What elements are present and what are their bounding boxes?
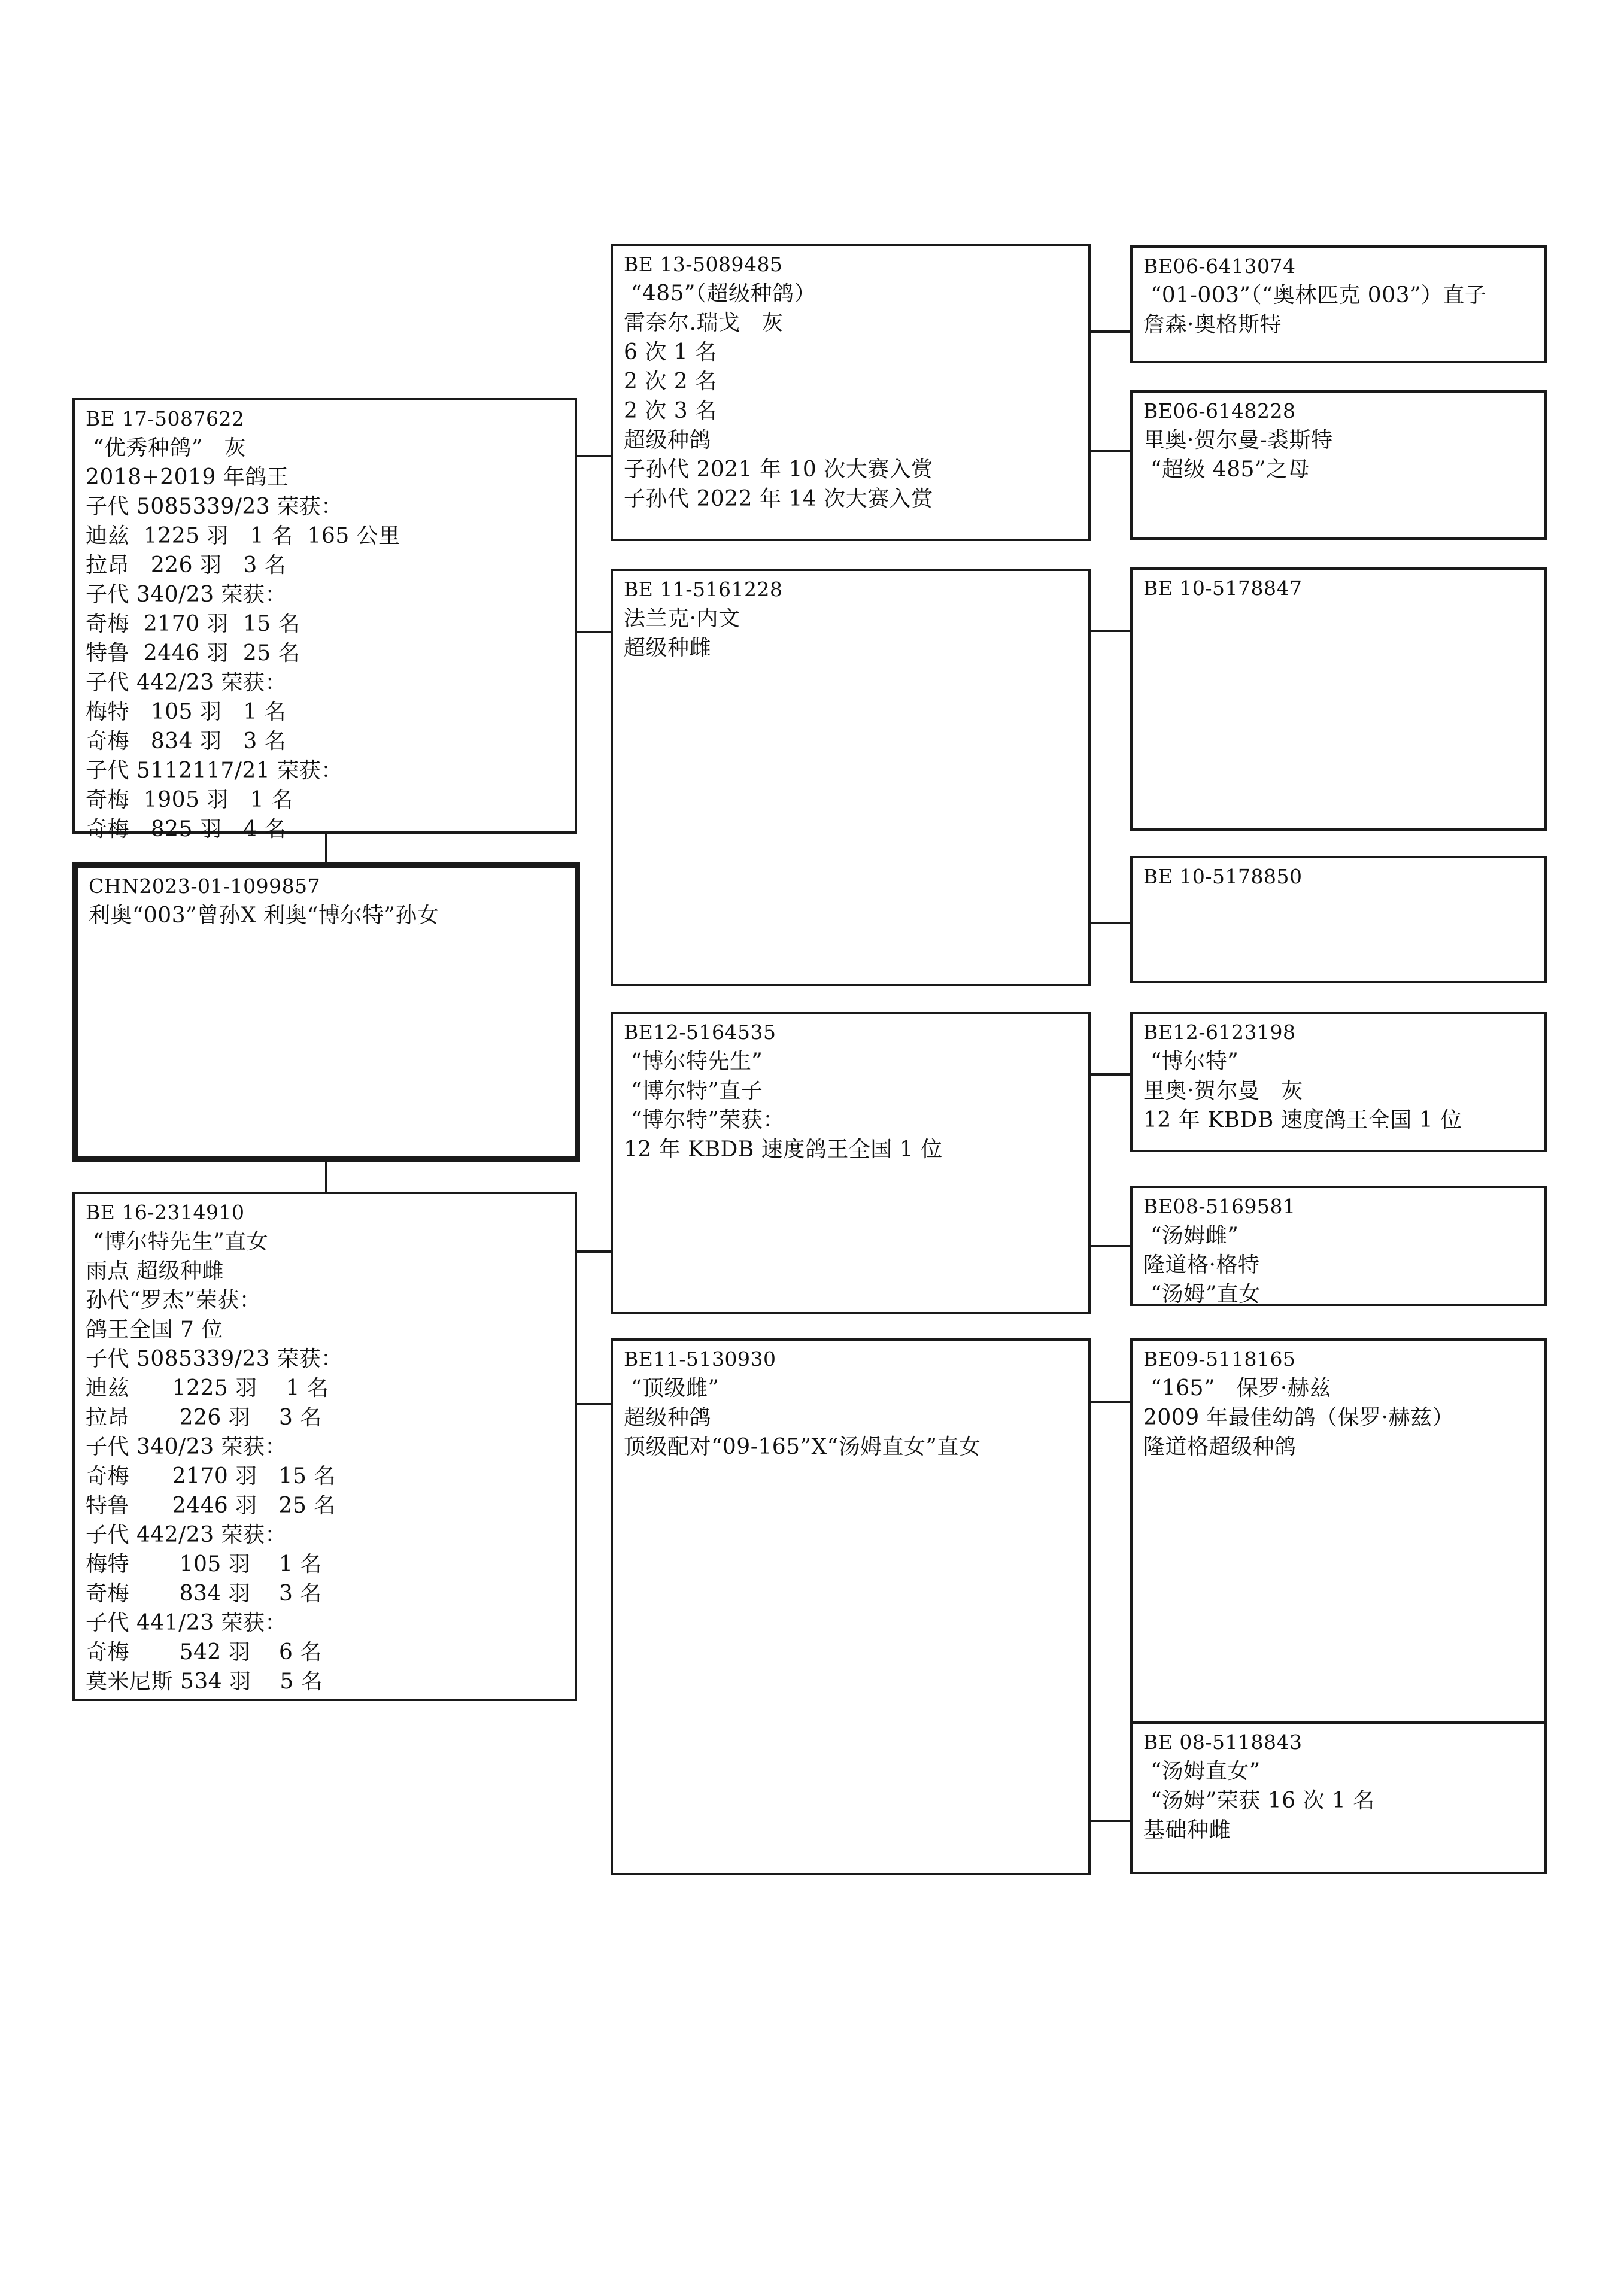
pedigree-line: 奇梅 2170 羽 15 名 [86,1464,336,1489]
ring-number: BE 10-5178847 [1143,576,1303,600]
sire-sire-sire-box [1130,245,1547,363]
connector-ss-ssd [1088,450,1133,452]
pedigree-line: 子代 340/23 荣获： [86,1435,287,1459]
connector-sd-sds [1088,630,1133,632]
pedigree-line: 12 年 KBDB 速度鸽王全国 1 位 [1143,1108,1462,1132]
pedigree-line: 2009 年最佳幼鸽（保罗·赫兹） [1143,1405,1455,1430]
ring-number: BE 17-5087622 [86,407,245,430]
pedigree-line: 拉昂 226 羽 3 名 [86,553,287,578]
pedigree-line: “博尔特”荣获： [624,1108,785,1132]
pedigree-line: 拉昂 226 羽 3 名 [86,1405,322,1430]
ring-number: BE12-5164535 [624,1021,776,1044]
pedigree-line: 雨点 超级种雌 [86,1259,224,1283]
pedigree-line: 超级种鸽 [624,1405,712,1430]
ring-number: BE 08-5118843 [1143,1730,1303,1754]
pedigree-line: 迪兹 1225 羽 1 名 [86,1376,329,1401]
pedigree-line: 子孙代 2022 年 14 次大赛入赏 [624,487,933,511]
pedigree-line: “165” 保罗·赫兹 [1143,1376,1331,1401]
connector-ds-dss [1088,1073,1133,1076]
ring-number: BE06-6148228 [1143,399,1296,423]
connector-ds-dsd [1088,1245,1133,1247]
pedigree-line: 梅特 105 羽 1 名 [86,1552,322,1577]
dam-sire-box [611,1012,1091,1314]
sire-sire-box [611,244,1091,541]
pedigree-line: “01-003”（“奥林匹克 003”）直子 [1143,283,1487,308]
connector-dd-dds [1088,1401,1133,1403]
pedigree-line: 里奥·贺尔曼 灰 [1143,1079,1303,1103]
ring-number: BE09-5118165 [1143,1347,1296,1371]
pedigree-line: 迪兹 1225 羽 1 名 165 公里 [86,524,400,548]
ring-number: CHN2023-01-1099857 [89,874,321,898]
pedigree-line: 奇梅 825 羽 4 名 [86,817,287,842]
pedigree-line: 法兰克·内文 [624,606,740,631]
dam-dam-dam-box [1130,1721,1547,1874]
connector-dam-dd [575,1403,612,1405]
ring-number: BE11-5130930 [624,1347,776,1371]
pedigree-line: 雷奈尔.瑞戈 灰 [624,311,784,335]
pedigree-line: “博尔特” [1143,1049,1239,1074]
pedigree-line: “博尔特”直子 [624,1079,763,1103]
sire-sire-dam-box [1130,390,1547,540]
sire-dam-sire-box [1130,567,1547,831]
pedigree-line: 奇梅 834 羽 3 名 [86,729,287,754]
pedigree-line: 子代 5085339/23 荣获： [86,494,343,519]
connector-sire-ss [575,455,612,457]
pedigree-line: 奇梅 2170 羽 15 名 [86,612,300,636]
connector-dd-ddd [1088,1820,1133,1822]
sire-dam-dam-box [1130,856,1547,983]
pedigree-line: 莫米尼斯 534 羽 5 名 [86,1669,323,1694]
pedigree-line: 子代 442/23 荣获： [86,670,287,695]
connector-sire-sd [575,631,612,633]
dam-dam-sire-box [1130,1338,1547,1725]
pedigree-line: 超级种雌 [624,636,712,660]
pedigree-line: “顶级雌” [624,1376,720,1401]
pedigree-line: “博尔特先生”直女 [86,1229,269,1254]
pedigree-line: 利奥“003”曾孙X 利奥“博尔特”孙女 [89,903,439,928]
ring-number: BE 16-2314910 [86,1201,245,1224]
pedigree-line: 顶级配对“09-165”X“汤姆直女”直女 [624,1435,981,1459]
dam-box [72,1192,577,1701]
pedigree-line: 奇梅 834 羽 3 名 [86,1581,322,1606]
pedigree-line: 隆道格·格特 [1143,1253,1260,1277]
pedigree-line: 子代 441/23 荣获： [86,1611,287,1635]
pedigree-line: “博尔特先生” [624,1049,763,1074]
pedigree-line: “汤姆雌” [1143,1223,1239,1248]
pedigree-line: 超级种鸽 [624,428,712,452]
pedigree-line: “汤姆”荣获 16 次 1 名 [1143,1788,1375,1813]
pedigree-line: “485”（超级种鸽） [624,281,816,306]
pedigree-line: 奇梅 542 羽 6 名 [86,1640,322,1665]
pedigree-line: 孙代“罗杰”荣获： [86,1288,262,1313]
pedigree-line: “汤姆”直女 [1143,1282,1261,1307]
pedigree-line: 子孙代 2021 年 10 次大赛入赏 [624,457,933,482]
pedigree-line: 6 次 1 名 [624,340,717,365]
pedigree-line: 特鲁 2446 羽 25 名 [86,1493,336,1518]
pedigree-line: 里奥·贺尔曼-裘斯特 [1143,428,1333,452]
pedigree-line: 詹森·奥格斯特 [1143,312,1282,337]
connector-ss-sss [1088,330,1133,333]
ring-number: BE12-6123198 [1143,1021,1296,1044]
pedigree-line: 子代 5085339/23 荣获： [86,1347,343,1371]
pedigree-line: 隆道格超级种鸽 [1143,1435,1297,1459]
pedigree-line: 12 年 KBDB 速度鸽王全国 1 位 [624,1137,943,1162]
pedigree-line: “优秀种鸽” 灰 [86,436,247,460]
connector-dam-ds [575,1250,612,1253]
ring-number: BE 11-5161228 [624,578,783,601]
ring-number: BE 13-5089485 [624,253,783,276]
sire-box [72,398,577,842]
dam-dam-box [611,1338,1091,1875]
pedigree-line: 基础种雌 [1143,1818,1231,1842]
connector-sd-sdd [1088,922,1133,924]
pedigree-line: “超级 485”之母 [1143,457,1310,482]
pedigree-line: 子代 5112117/21 荣获： [86,758,343,783]
dam-sire-dam-box [1130,1186,1547,1306]
ring-number: BE08-5169581 [1143,1195,1296,1218]
dam-sire-sire-box [1130,1012,1547,1152]
ring-number: BE 10-5178850 [1143,865,1303,888]
pedigree-line: 子代 340/23 荣获： [86,582,287,607]
pedigree-line: 奇梅 1905 羽 1 名 [86,788,293,812]
ring-number: BE06-6413074 [1143,254,1296,278]
pedigree-line: 2018+2019 年鸽王 [86,465,289,490]
pedigree-line: 特鲁 2446 羽 25 名 [86,641,300,666]
pedigree-line: 2 次 2 名 [624,369,717,394]
connector-subject-dam [325,1159,327,1194]
pedigree-line: “汤姆直女” [1143,1759,1261,1784]
subject-box [72,862,580,1162]
pedigree-line: 梅特 105 羽 1 名 [86,700,287,724]
pedigree-line: 鸽王全国 7 位 [86,1317,223,1342]
pedigree-line: 2 次 3 名 [624,399,717,423]
sire-dam-box [611,569,1091,986]
pedigree-line: 子代 442/23 荣获： [86,1523,287,1547]
